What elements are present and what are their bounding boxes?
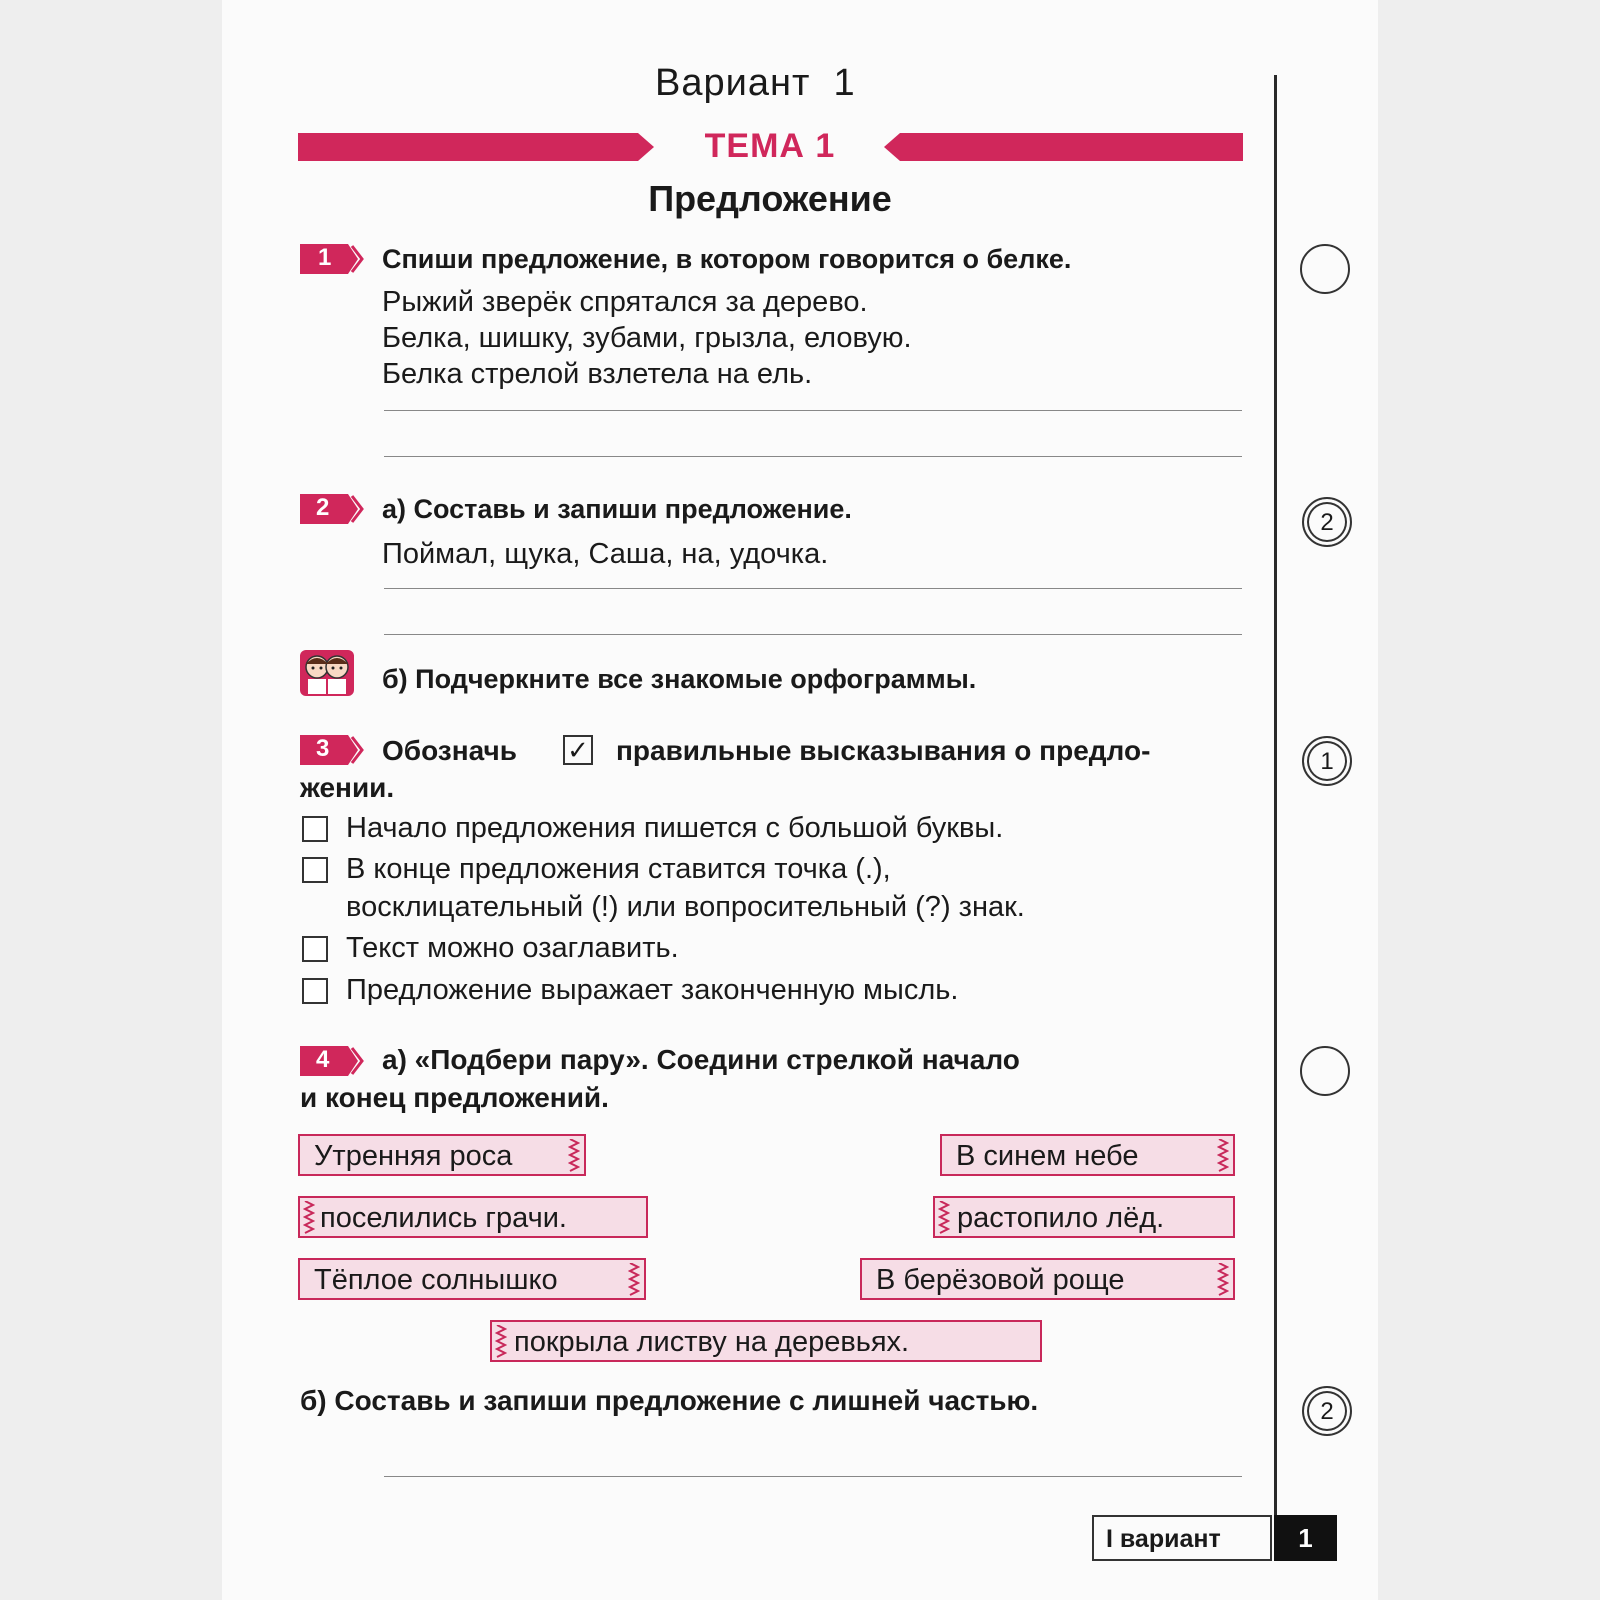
task-number: 2	[316, 494, 330, 521]
task4a-question-cont: и конец предложений.	[300, 1082, 609, 1113]
answer-line[interactable]	[384, 588, 1242, 589]
statement-option: Предложение выражает законченную мысль.	[346, 974, 959, 1006]
score-circle: 2	[1302, 1386, 1352, 1436]
answer-line[interactable]	[384, 410, 1242, 411]
zigzag-edge-icon	[938, 1201, 950, 1235]
statement-checkbox[interactable]	[302, 936, 328, 962]
answer-line[interactable]	[384, 456, 1242, 457]
task-number: 4	[316, 1046, 330, 1073]
task1-question: Спиши предложение, в котором говорится о белке.	[382, 244, 1072, 274]
tema-band-right	[880, 133, 1243, 161]
tema-label: ТЕМА 1	[704, 127, 836, 165]
zigzag-edge-icon	[303, 1201, 315, 1235]
answer-line[interactable]	[384, 634, 1242, 635]
task-number: 1	[318, 244, 332, 271]
task4a-question: а) «Подбери пару». Соедини стрелкой начало	[382, 1044, 1020, 1075]
task-number-tag	[300, 494, 364, 524]
zigzag-edge-icon	[1217, 1263, 1229, 1297]
statement-checkbox[interactable]	[302, 978, 328, 1004]
answer-line[interactable]	[384, 1476, 1242, 1477]
sentence-start-card[interactable]: В берёзовой роще	[860, 1258, 1235, 1300]
task1-line: Белка стрелой взлетела на ель.	[382, 358, 813, 390]
score-circle	[1300, 1046, 1350, 1096]
sentence-end-card[interactable]: растопило лёд.	[933, 1196, 1235, 1238]
statement-checkbox[interactable]	[302, 816, 328, 842]
task1-line: Белка, шишку, зубами, грызла, еловую.	[382, 322, 912, 354]
sentence-start-card[interactable]: В синем небе	[940, 1134, 1235, 1176]
tema-band-left	[298, 133, 658, 161]
margin-rule	[1274, 75, 1277, 1535]
statement-option: В конце предложения ставится точка (.),	[346, 853, 891, 885]
task-number-tag	[300, 735, 364, 765]
zigzag-edge-icon	[495, 1325, 507, 1359]
sentence-end-card[interactable]: поселились грачи.	[298, 1196, 648, 1238]
sentence-start-card[interactable]: Утренняя роса	[298, 1134, 586, 1176]
task3-question-cont: жении.	[300, 772, 395, 803]
pair-work-icon	[300, 650, 354, 696]
statement-checkbox[interactable]	[302, 857, 328, 883]
task3-question-start: Обозначь	[382, 735, 517, 766]
task-number-tag	[300, 1046, 364, 1076]
statement-option: Начало предложения пишется с большой буквы.	[346, 812, 1004, 844]
sentence-end-card[interactable]: покрыла листву на деревьях.	[490, 1320, 1042, 1362]
zigzag-edge-icon	[628, 1263, 640, 1297]
footer-variant-label: I вариант	[1092, 1515, 1272, 1561]
task3-question-end: правильные высказывания о предло-	[616, 735, 1151, 766]
score-circle: 2	[1302, 497, 1352, 547]
task4b-question: б) Составь и запиши предложение с лишней частью.	[300, 1385, 1039, 1416]
task2b-question: б) Подчеркните все знакомые орфограммы.	[382, 664, 977, 694]
statement-option: Текст можно озаглавить.	[346, 932, 679, 964]
tick-sample-box: ✓	[563, 735, 593, 765]
task2a-question: а) Составь и запиши предложение.	[382, 494, 852, 524]
statement-option-cont: восклицательный (!) или вопросительный (?) знак.	[346, 891, 1025, 923]
task-number: 3	[316, 735, 330, 762]
sentence-start-card[interactable]: Тёплое солнышко	[298, 1258, 646, 1300]
zigzag-edge-icon	[568, 1139, 580, 1173]
zigzag-edge-icon	[1217, 1139, 1229, 1173]
score-circle	[1300, 244, 1350, 294]
variant-title: Вариант 1	[655, 62, 856, 104]
task-number-tag	[300, 244, 364, 274]
task1-line: Рыжий зверёк спрятался за дерево.	[382, 286, 868, 318]
score-circle: 1	[1302, 736, 1352, 786]
task2-words: Поймал, щука, Саша, на, удочка.	[382, 538, 829, 570]
page-number: 1	[1274, 1515, 1337, 1561]
topic-title: Предложение	[648, 178, 892, 219]
